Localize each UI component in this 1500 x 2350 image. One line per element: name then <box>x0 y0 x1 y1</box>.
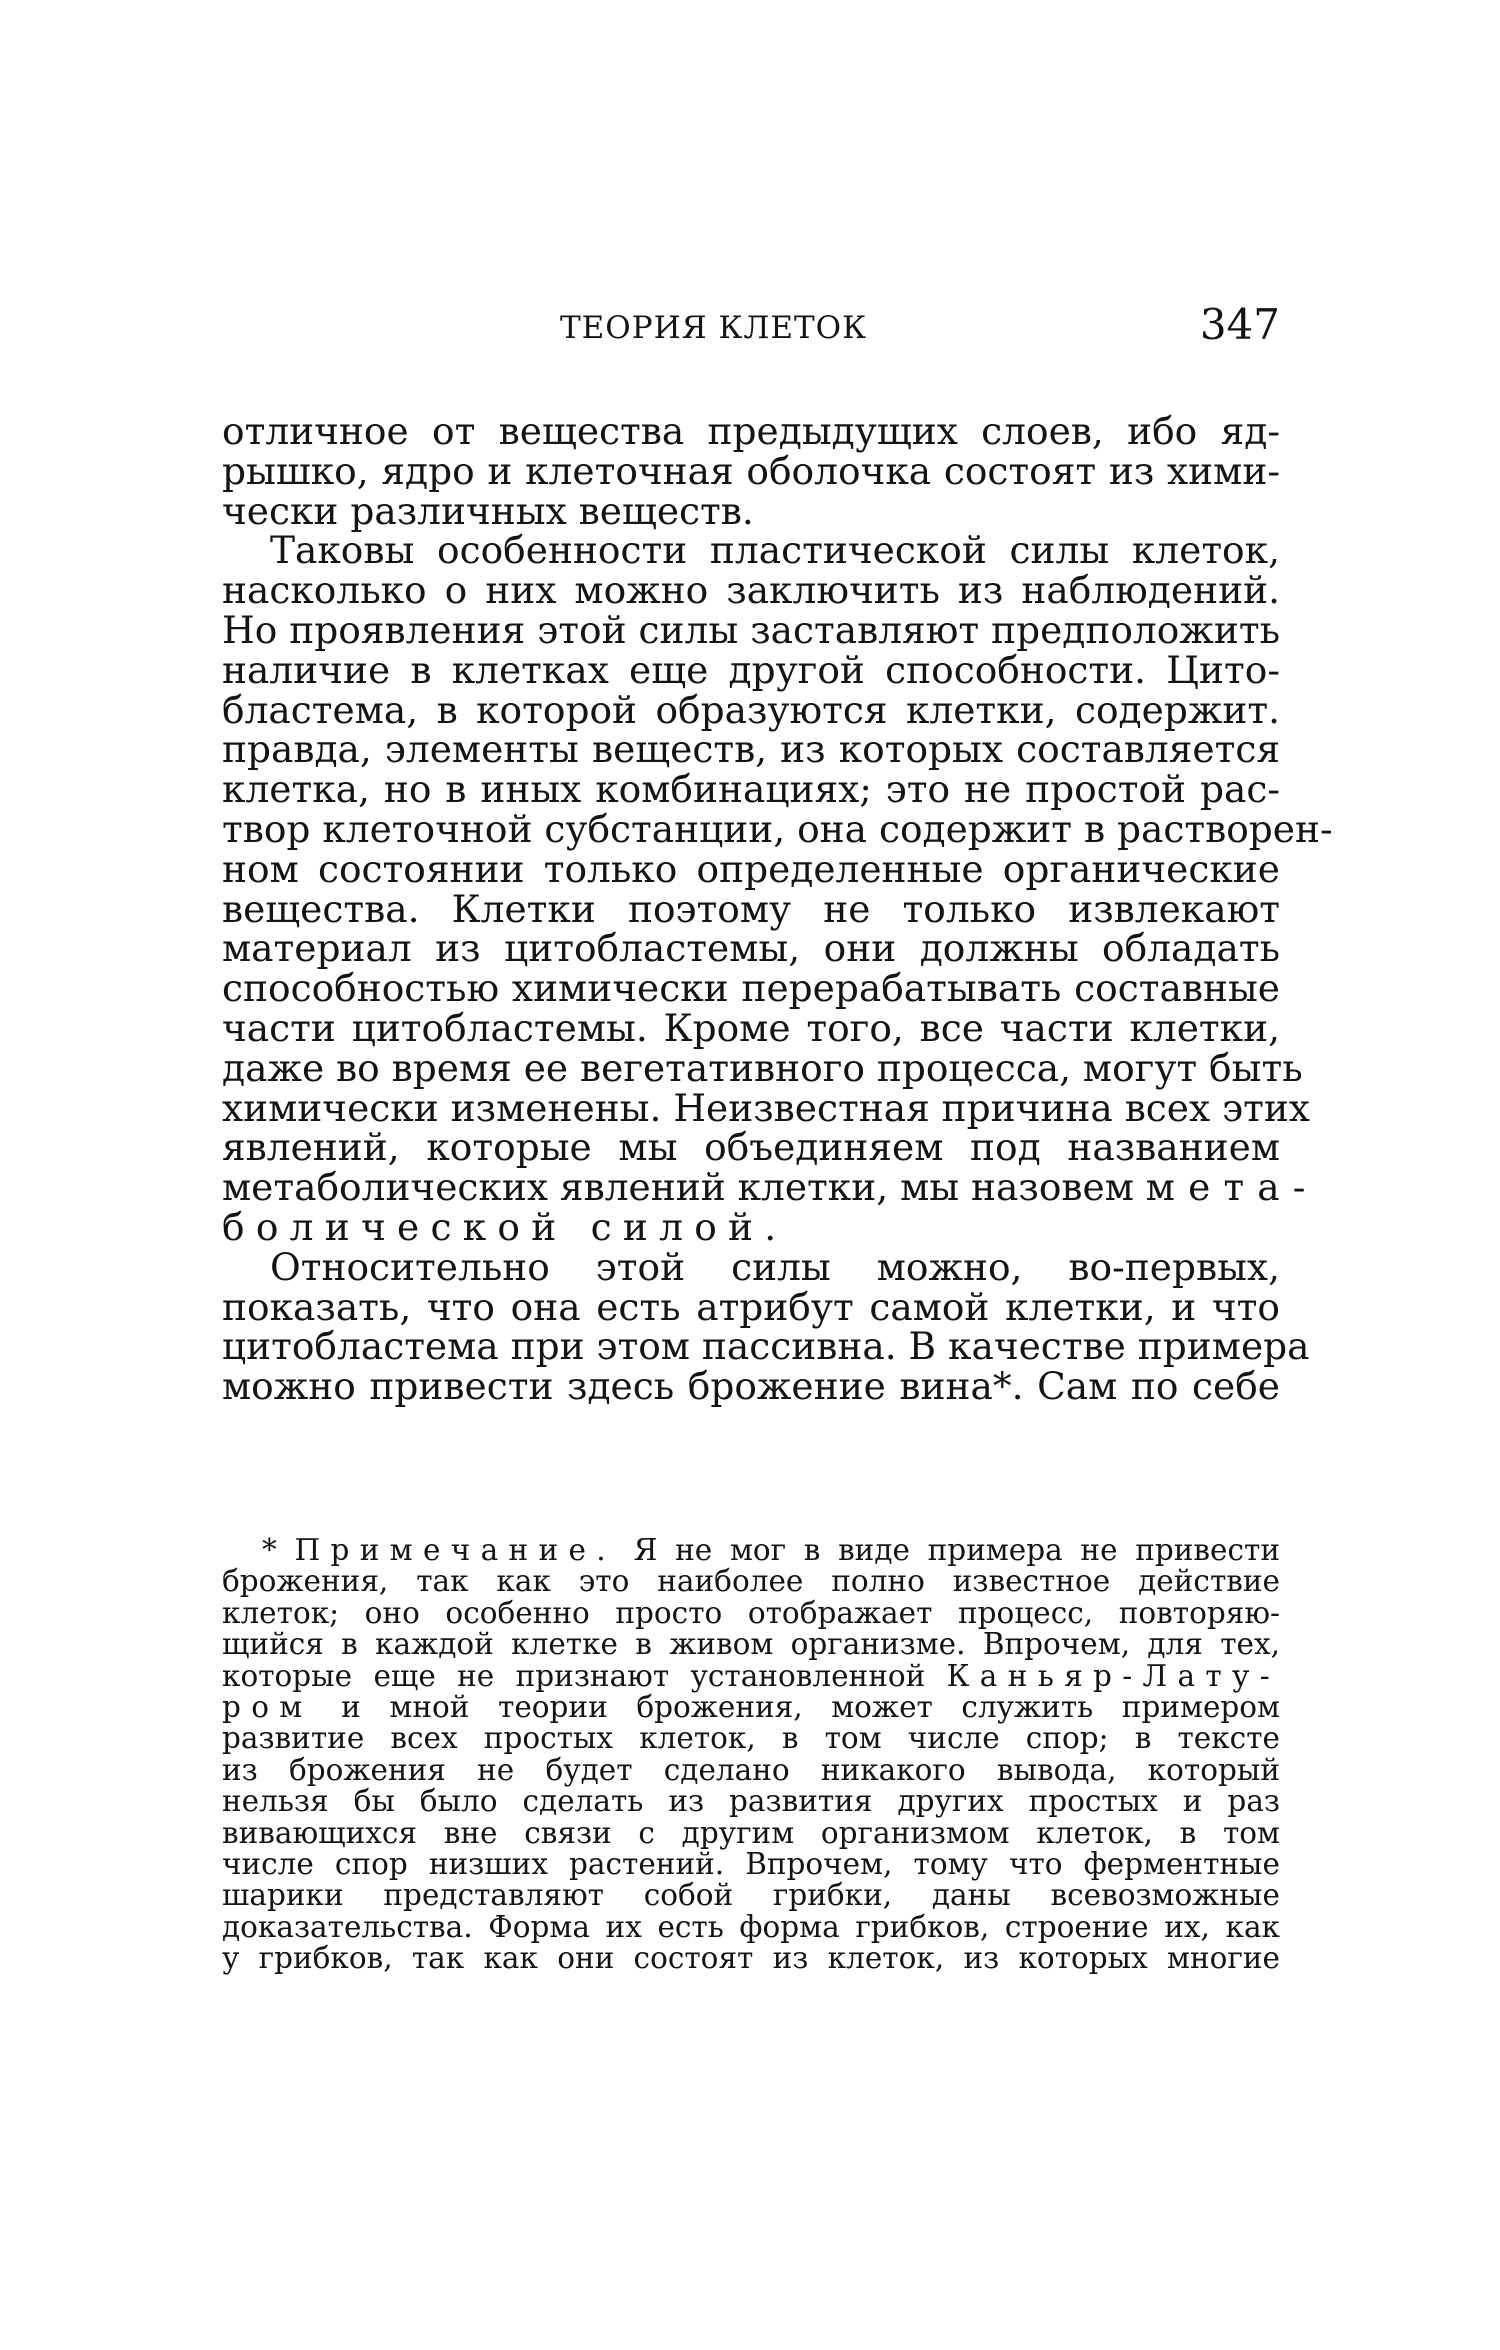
footnote-line: нельзя бы было сделать из развития других простых и раз <box>222 1784 1280 1819</box>
footnote-text: и мной теории брожения, может служить примером <box>312 1689 1280 1724</box>
text-line: Таковы особенности пластической силы клеток, <box>270 528 1280 573</box>
text-line: показать, что она есть атрибут самой клетки, и что <box>222 1284 1280 1329</box>
footnote-text: которые еще не признают установленной <box>222 1658 947 1693</box>
footnote-label: Примечание. <box>294 1533 616 1567</box>
footnote-line: числе спор низших растений. Впрочем, тому что ферментные <box>222 1846 1280 1881</box>
text-line: способностью химически перерабатывать составные <box>222 966 1280 1011</box>
text-line: насколько о них можно заключить из наблюдений. <box>222 568 1280 613</box>
footnote-marker: * <box>262 1533 295 1567</box>
footnote-line <box>222 1658 1280 1693</box>
text-line: бластема, в которой образуются клетки, содержит. <box>222 687 1280 732</box>
footnote-line: из брожения не будет сделано никакого вывода, который <box>222 1752 1280 1787</box>
text-line: можно привести здесь брожение вина*. Сам по себе <box>222 1364 1280 1409</box>
page-header <box>220 300 1280 360</box>
text-line: рышко, ядро и клеточная оболочка состоят из хими- <box>222 448 1280 493</box>
author-name: Каньяр-Лату- <box>946 1658 1280 1693</box>
footnote-line: вивающихся вне связи с другим организмом клеток, в том <box>222 1815 1280 1850</box>
text-line: явлений, которые мы объединяем под названием <box>222 1125 1280 1170</box>
footnote-line: доказательства. Форма их есть форма грибков, строение их, как <box>222 1909 1280 1944</box>
footnote-line: клеток; оно особенно просто отображает процесс, повторяю- <box>222 1595 1280 1630</box>
text-line: цитобластема при этом пассивна. В качестве примера <box>222 1324 1310 1369</box>
text-line: Но проявления этой силы заставляют предположить <box>222 607 1280 652</box>
text-line: части цитобластемы. Кроме того, все части клетки, <box>222 1005 1280 1050</box>
text-line: отличное от вещества предыдущих слоев, ибо яд- <box>222 409 1280 453</box>
body-text <box>222 409 1333 1409</box>
text-line: Относительно этой силы можно, во-первых, <box>270 1244 1280 1289</box>
line-text: метаболических явлений клетки, мы назовем <box>222 1165 1146 1210</box>
footnote-line: развитие всех простых клеток, в том числе спор; в тексте <box>222 1721 1280 1756</box>
text-line: твор клеточной субстанции, она содержит в растворен- <box>222 806 1333 851</box>
text-line: даже во время ее вегетативного процесса, могут быть <box>222 1045 1303 1090</box>
footnote-text: Я не мог в виде примера не привести <box>615 1533 1280 1567</box>
footnote-line: брожения, так как это наиболее полно известное действие <box>222 1564 1280 1599</box>
text-line: чески различных веществ. <box>222 488 754 533</box>
text-line: правда, элементы веществ, из которых составляется <box>222 727 1280 772</box>
emphasized-term-line: болической силой. <box>222 1204 788 1249</box>
text-line: ном состоянии только определенные органические <box>222 846 1280 891</box>
author-name: ром <box>222 1689 313 1724</box>
text-line: химически изменены. Неизвестная причина всех этих <box>222 1085 1310 1130</box>
emphasized-term: мета- <box>1145 1165 1319 1210</box>
footnote-line <box>222 1535 1280 1566</box>
footnote-line: у грибков, так как они состоят из клеток, из которых многие <box>222 1941 1280 1976</box>
footnote-line: шарики представляют собой грибки, даны всевозможные <box>222 1878 1280 1913</box>
text-line: вещества. Клетки поэтому не только извлекают <box>222 886 1280 931</box>
footnote <box>222 1535 1280 1974</box>
text-line-emphasis <box>222 1165 1319 1210</box>
text-line: материал из цитобластемы, они должны обладать <box>222 926 1280 971</box>
text-line: клетка, но в иных комбинациях; это не простой рас- <box>222 767 1280 812</box>
page-number: 347 <box>1199 300 1280 349</box>
footnote-line: щийся в каждой клетке в живом организме. Впрочем, для тех, <box>222 1627 1280 1662</box>
running-title: ТЕОРИЯ КЛЕТОК <box>560 310 868 346</box>
text-line: наличие в клетках еще другой способности. Цито- <box>222 647 1280 692</box>
footnote-line <box>222 1689 1280 1724</box>
